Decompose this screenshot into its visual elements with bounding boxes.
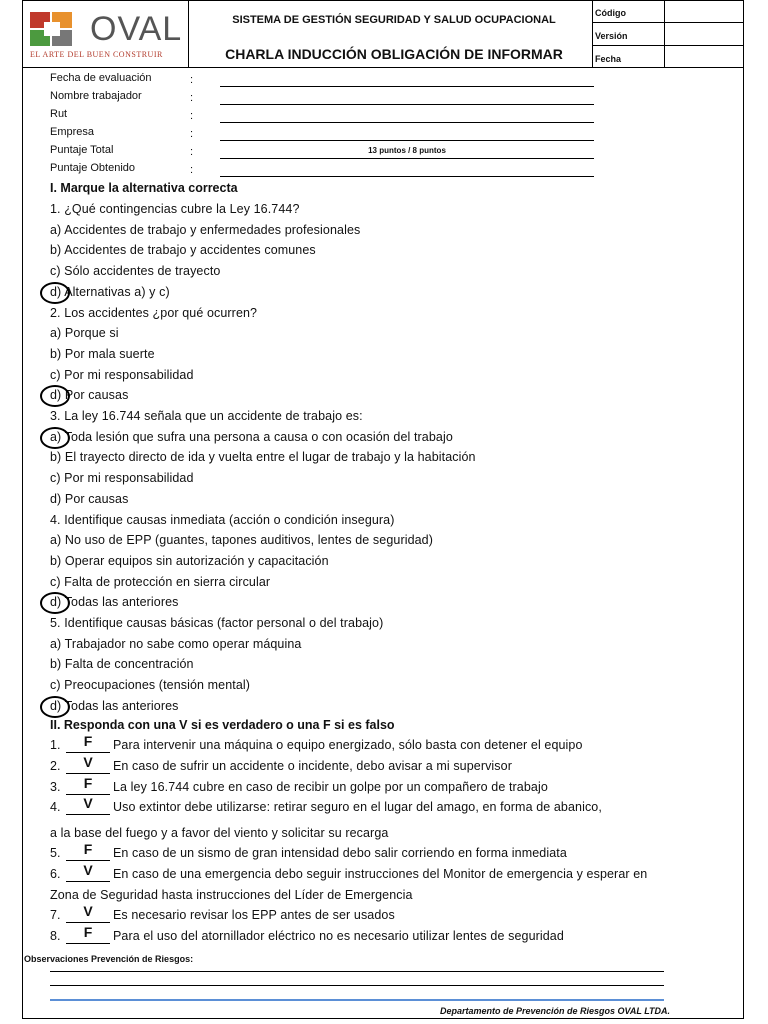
field-label: Puntaje Total: [50, 144, 114, 156]
answer-option[interactable]: c) Falta de protección en sierra circular: [50, 574, 271, 589]
tf-number: 8.: [50, 929, 61, 943]
field-input-line[interactable]: [220, 122, 594, 123]
answer-option[interactable]: d) Alternativas a) y c): [50, 284, 170, 299]
selected-answer-circle: [40, 696, 70, 718]
field-input-line[interactable]: [220, 140, 594, 141]
answer-option[interactable]: b) Por mala suerte: [50, 346, 155, 361]
answer-option[interactable]: d) Por causas: [50, 388, 129, 403]
header-col-line: [592, 0, 593, 67]
tf-number: 7.: [50, 908, 61, 922]
field-input-line[interactable]: [220, 158, 594, 159]
answer-option[interactable]: c) Por mi responsabilidad: [50, 471, 194, 486]
tf-answer-blank[interactable]: [66, 881, 110, 882]
tf-statement: Uso extintor debe utilizarse: retirar seguro en el lugar del amago, en forma de abanico,: [113, 800, 602, 814]
tf-number: 1.: [50, 738, 61, 752]
tf-handwritten-answer: V: [83, 795, 93, 811]
observations-line[interactable]: [50, 999, 664, 1001]
header-col-line: [664, 0, 665, 67]
meta-label-codigo: Código: [595, 8, 626, 18]
system-title: SISTEMA DE GESTIÓN SEGURIDAD Y SALUD OCUPACIONAL: [232, 14, 556, 26]
field-input-line[interactable]: [220, 86, 594, 87]
tf-statement: La ley 16.744 cubre en caso de recibir un golpe por un compañero de trabajo: [113, 780, 548, 794]
answer-option[interactable]: b) El trayecto directo de ida y vuelta entre el lugar de trabajo y la habitación: [50, 450, 476, 465]
company-logo: [30, 12, 86, 48]
answer-option[interactable]: a) Toda lesión que sufra una persona a causa o con ocasión del trabajo: [50, 429, 453, 444]
question-text: 1. ¿Qué contingencias cubre la Ley 16.744?: [50, 202, 300, 216]
selected-answer-circle: [40, 427, 70, 449]
tf-statement: En caso de sufrir un accidente o incidente, debo avisar a mi supervisor: [113, 759, 512, 773]
field-label: Rut: [50, 108, 68, 120]
tf-answer-blank[interactable]: [66, 814, 110, 815]
answer-option[interactable]: b) Falta de concentración: [50, 657, 194, 672]
tf-answer-blank[interactable]: [66, 943, 110, 944]
meta-label-version: Versión: [595, 31, 628, 41]
field-value: 13 puntos / 8 puntos: [368, 146, 446, 155]
field-label: Nombre trabajador: [50, 90, 142, 102]
tf-statement: En caso de un sismo de gran intensidad debo salir corriendo en forma inmediata: [113, 846, 567, 860]
tf-statement-continued: a la base del fuego y a favor del viento y solicitar su recarga: [50, 826, 389, 840]
tf-handwritten-answer: F: [83, 841, 93, 857]
answer-option[interactable]: a) Porque si: [50, 326, 119, 341]
tf-statement: Para intervenir una máquina o equipo energizado, sólo basta con detener el equipo: [113, 738, 583, 752]
field-input-line[interactable]: [220, 176, 594, 177]
field-label: Fecha de evaluación: [50, 72, 152, 84]
answer-option[interactable]: d) Todas las anteriores: [50, 698, 179, 713]
answer-option[interactable]: b) Accidentes de trabajo y accidentes comunes: [50, 243, 316, 258]
observations-line[interactable]: [50, 985, 664, 986]
logo-wordmark: OVAL: [90, 10, 183, 48]
tf-handwritten-answer: V: [83, 862, 93, 878]
tf-number: 4.: [50, 800, 61, 814]
answer-option[interactable]: c) Por mi responsabilidad: [50, 367, 194, 382]
tf-answer-blank[interactable]: [66, 860, 110, 861]
tf-number: 2.: [50, 759, 61, 773]
field-label: Empresa: [50, 126, 95, 138]
tf-handwritten-answer: V: [83, 754, 93, 770]
answer-option[interactable]: d) Todas las anteriores: [50, 595, 179, 610]
header-divider: [22, 67, 744, 68]
question-text: 3. La ley 16.744 señala que un accidente de trabajo es:: [50, 409, 363, 423]
tf-handwritten-answer: F: [83, 733, 93, 749]
field-colon: :: [190, 128, 194, 140]
tf-handwritten-answer: F: [83, 924, 93, 940]
field-colon: :: [190, 74, 194, 86]
answer-option[interactable]: c) Preocupaciones (tensión mental): [50, 678, 251, 693]
tf-number: 5.: [50, 846, 61, 860]
document-title: CHARLA INDUCCIÓN OBLIGACIÓN DE INFORMAR: [225, 46, 563, 62]
tf-number: 3.: [50, 780, 61, 794]
logo-tagline: EL ARTE DEL BUEN CONSTRUIR: [30, 50, 163, 59]
answer-option[interactable]: c) Sólo accidentes de trayecto: [50, 264, 221, 279]
observations-label: Observaciones Prevención de Riesgos:: [24, 954, 194, 964]
field-colon: :: [190, 164, 194, 176]
tf-handwritten-answer: V: [83, 903, 93, 919]
footer-department: Departamento de Prevención de Riesgos OVAL LTDA.: [440, 1006, 671, 1016]
tf-number: 6.: [50, 867, 61, 881]
tf-answer-blank[interactable]: [66, 922, 110, 923]
tf-handwritten-answer: F: [83, 775, 93, 791]
field-colon: :: [190, 146, 194, 158]
section-2-title: II. Responda con una V si es verdadero o una F si es falso: [50, 718, 395, 732]
field-label: Puntaje Obtenido: [50, 162, 136, 174]
tf-statement: Para el uso del atornillador eléctrico no es necesario utilizar lentes de seguridad: [113, 929, 564, 943]
question-text: 5. Identifique causas básicas (factor personal o del trabajo): [50, 616, 384, 630]
selected-answer-circle: [40, 282, 70, 304]
field-colon: :: [190, 92, 194, 104]
section-1-title: I. Marque la alternativa correcta: [50, 181, 238, 195]
tf-statement: Es necesario revisar los EPP antes de ser usados: [113, 908, 395, 922]
answer-option[interactable]: a) Trabajador no sabe como operar máquina: [50, 636, 302, 651]
field-input-line[interactable]: [220, 104, 594, 105]
answer-option[interactable]: a) No uso de EPP (guantes, tapones auditivos, lentes de seguridad): [50, 533, 433, 548]
observations-line[interactable]: [50, 971, 664, 972]
answer-option[interactable]: a) Accidentes de trabajo y enfermedades profesionales: [50, 222, 361, 237]
answer-option[interactable]: d) Por causas: [50, 491, 129, 506]
question-text: 2. Los accidentes ¿por qué ocurren?: [50, 305, 258, 320]
tf-answer-blank[interactable]: [66, 752, 110, 753]
tf-statement-continued: Zona de Seguridad hasta instrucciones del Líder de Emergencia: [50, 888, 413, 902]
header-col-line: [188, 0, 189, 67]
tf-answer-blank[interactable]: [66, 773, 110, 774]
answer-option[interactable]: b) Operar equipos sin autorización y capacitación: [50, 553, 329, 568]
meta-row-line: [592, 22, 744, 23]
meta-label-fecha: Fecha: [595, 54, 622, 64]
meta-row-line: [592, 45, 744, 46]
question-text: 4. Identifique causas inmediata (acción o condición insegura): [50, 512, 395, 527]
tf-statement: En caso de una emergencia debo seguir instrucciones del Monitor de emergencia y esperar en: [113, 867, 648, 881]
field-colon: :: [190, 110, 194, 122]
